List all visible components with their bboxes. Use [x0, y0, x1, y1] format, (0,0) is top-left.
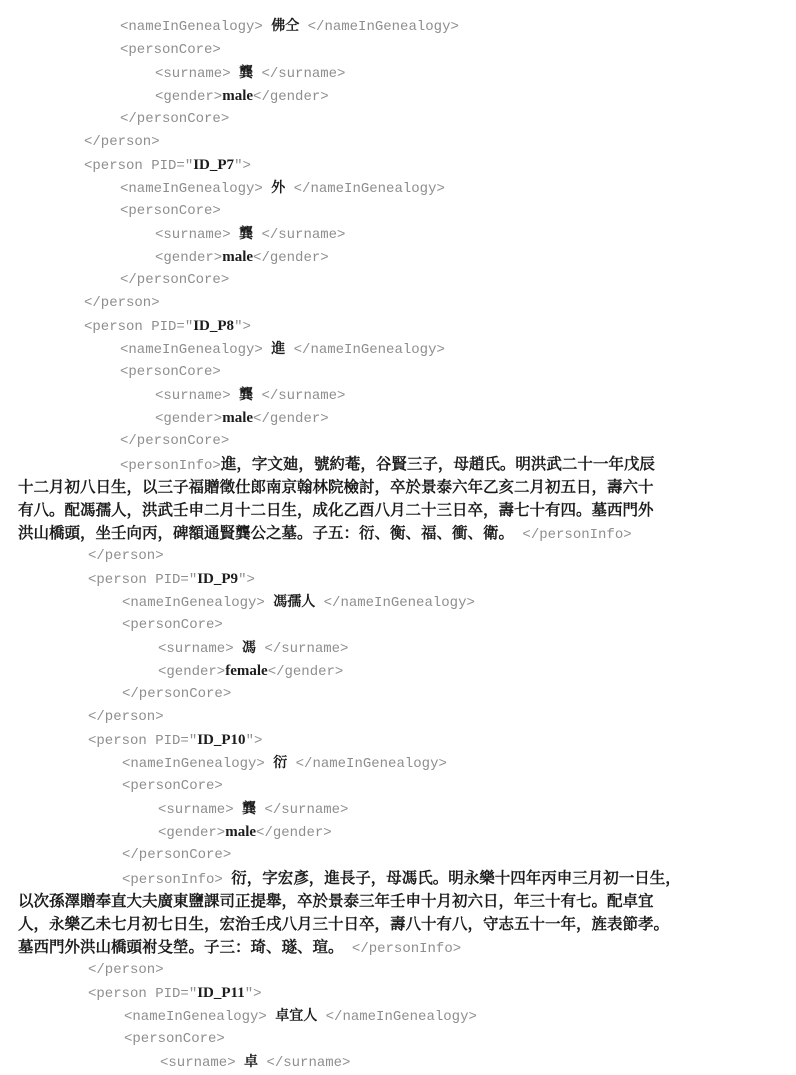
person-info-line-2: 十二月初八日生，以三子福贈徵仕郎南京翰林院檢討，卒於景泰六年乙亥二月初五日，壽六十: [18, 477, 654, 496]
tag-close: </nameInGenealogy>: [293, 181, 445, 197]
person-info-line-3: 有八。配馮孺人，洪武壬申二月十二日生，成化乙酉八月二十三日卒，壽七十有四。墓西門外: [18, 500, 654, 519]
tag-close: </person>: [88, 548, 164, 564]
tag-close: </person>: [88, 709, 164, 725]
tag-close: </personCore>: [120, 433, 230, 449]
surname-value: 卓: [244, 1054, 259, 1070]
tag-open: <personInfo>: [120, 458, 221, 474]
name-in-genealogy-line: [120, 339, 445, 360]
tag-open: <nameInGenealogy>: [120, 181, 263, 197]
tag-open-end: ">: [234, 319, 251, 335]
tag-close: </person>: [84, 134, 160, 150]
tag-open: <nameInGenealogy>: [124, 1009, 267, 1025]
tag-open: <surname>: [158, 641, 234, 657]
surname-line: [160, 1052, 350, 1073]
tag-close: </surname>: [264, 641, 349, 657]
name-in-genealogy-line: [120, 178, 445, 199]
surname-value: 龔: [239, 65, 254, 81]
person-close: [88, 960, 164, 980]
person-info-line-4: [18, 937, 461, 959]
tag-open-end: ">: [234, 158, 251, 174]
gender-line: [158, 661, 343, 682]
surname-value: 龔: [239, 387, 254, 403]
tag-open: <person PID=": [88, 572, 198, 588]
name-value: 外: [271, 180, 286, 196]
tag-open: <surname>: [158, 802, 234, 818]
surname-value: 龔: [242, 801, 257, 817]
tag-close: </surname>: [266, 1055, 351, 1071]
tag-close: </person>: [84, 295, 160, 311]
person-close: [88, 707, 164, 727]
tag-open: <gender>: [155, 250, 223, 266]
tag-open: <surname>: [160, 1055, 236, 1071]
person-close: [84, 293, 160, 313]
name-value: 進: [271, 341, 286, 357]
gender-line: [155, 408, 329, 429]
person-core-open: [124, 1029, 225, 1049]
gender-line: [155, 247, 329, 268]
gender-value: female: [225, 663, 268, 679]
surname-value: 龔: [239, 226, 254, 242]
tag-close: </nameInGenealogy>: [293, 342, 445, 358]
tag-close: </nameInGenealogy>: [307, 19, 459, 35]
person-info-text: 衍，字宏彥，進長子，母馮氏。明永樂十四年丙申三月初一日生，: [231, 868, 681, 887]
pid-value: ID_P10: [197, 732, 246, 748]
tag-open-end: ">: [244, 986, 262, 1002]
tag-open: <surname>: [155, 388, 231, 404]
person-info-line-4: [18, 523, 632, 545]
tag-open: <gender>: [155, 411, 223, 427]
tag-close: </personCore>: [120, 272, 230, 288]
gender-value: male: [222, 410, 254, 426]
tag-open: <person PID=": [88, 986, 198, 1002]
tag-close: </nameInGenealogy>: [295, 756, 447, 772]
tag-open: <surname>: [155, 227, 231, 243]
tag-open: <nameInGenealogy>: [122, 756, 265, 772]
tag-close: </personInfo>: [351, 941, 462, 957]
person-info-text: 進，字文廸，號約菴，谷賢三子，母趙氏。明洪武二十一年戊辰: [220, 454, 655, 473]
person-core-open: [120, 40, 221, 60]
tag-close: </nameInGenealogy>: [323, 595, 475, 611]
tag-close: </surname>: [261, 388, 346, 404]
pid-value: ID_P8: [193, 318, 235, 334]
name-value: 卓宜人: [275, 1008, 318, 1024]
tag-close: </personCore>: [122, 847, 232, 863]
person-core-open: [120, 362, 221, 382]
tag-open: <person PID=": [88, 733, 198, 749]
name-value: 佛仝: [271, 18, 300, 34]
surname-line: [158, 638, 348, 659]
person-close: [84, 132, 160, 152]
tag-close: </surname>: [264, 802, 349, 818]
tag-open: <surname>: [155, 66, 231, 82]
tag-open: <personCore>: [124, 1031, 225, 1047]
name-in-genealogy-line: [124, 1006, 477, 1027]
person-info-text: 墓西門外洪山橋頭祔殳塋。子三：琦、璲、瑄。: [18, 937, 344, 956]
tag-close: </surname>: [261, 227, 346, 243]
tag-close: </surname>: [261, 66, 346, 82]
tag-open-end: ">: [238, 572, 255, 588]
pid-value: ID_P11: [197, 985, 245, 1001]
person-open-line: [84, 155, 251, 176]
name-value: 馮孺人: [273, 594, 316, 610]
tag-close: </personInfo>: [522, 527, 632, 543]
name-in-genealogy-line: [120, 16, 459, 37]
tag-open: <personCore>: [122, 617, 223, 633]
tag-open: <gender>: [155, 89, 223, 105]
tag-open: <gender>: [158, 825, 226, 841]
person-open-line: [88, 569, 255, 590]
tag-close: </gender>: [256, 825, 332, 841]
person-close: [88, 546, 164, 566]
gender-value: male: [222, 88, 254, 104]
tag-close: </gender>: [267, 664, 344, 680]
tag-open: <personInfo>: [122, 872, 223, 888]
person-open-line: [84, 316, 251, 337]
surname-line: [155, 385, 345, 406]
tag-open: <personCore>: [120, 364, 221, 380]
surname-line: [155, 63, 345, 84]
surname-line: [158, 799, 348, 820]
person-open-line: [88, 983, 262, 1004]
person-info-line-3: 人，永樂乙未七月初七日生，宏治壬戌八月三十日卒，壽八十有八，守志五十一年，旌表節孝。: [18, 914, 670, 933]
surname-line: [155, 224, 345, 245]
person-open-line: [88, 730, 262, 751]
gender-line: [155, 86, 329, 107]
tag-open: <nameInGenealogy>: [122, 595, 265, 611]
person-info-line-1: [120, 454, 655, 476]
tag-open: <personCore>: [120, 42, 221, 58]
pid-value: ID_P9: [197, 571, 239, 587]
tag-close: </personCore>: [120, 111, 230, 127]
tag-open-end: ">: [245, 733, 263, 749]
tag-close: </nameInGenealogy>: [325, 1009, 477, 1025]
name-in-genealogy-line: [122, 753, 447, 774]
pid-value: ID_P7: [193, 157, 235, 173]
tag-close: </personCore>: [122, 686, 232, 702]
tag-close: </gender>: [253, 250, 329, 266]
tag-close: </person>: [88, 962, 164, 978]
person-core-close: [122, 684, 231, 704]
tag-open: <nameInGenealogy>: [120, 342, 263, 358]
person-core-close: [122, 845, 231, 865]
person-core-close: [120, 109, 229, 129]
name-value: 衍: [273, 755, 288, 771]
tag-close: </gender>: [253, 89, 329, 105]
tag-open: <gender>: [158, 664, 226, 680]
person-core-close: [120, 270, 229, 290]
person-core-open: [120, 201, 221, 221]
person-core-open: [122, 776, 223, 796]
tag-open: <person PID=": [84, 319, 194, 335]
person-info-text: 洪山橋頭，坐壬向丙，碑額通賢龔公之墓。子五：衍、衡、福、衝、衛。: [18, 523, 515, 542]
person-core-close: [120, 431, 229, 451]
tag-open: <personCore>: [120, 203, 221, 219]
surname-value: 馮: [242, 640, 257, 656]
gender-value: male: [222, 249, 254, 265]
name-in-genealogy-line: [122, 592, 475, 613]
person-core-open: [122, 615, 223, 635]
tag-open: <personCore>: [122, 778, 223, 794]
person-info-line-2: 以次孫澤贈奉直大夫廣東鹽課司正提舉，卒於景泰三年壬申十月初六日，年三十有七。配卓宜: [18, 891, 654, 910]
tag-open: <person PID=": [84, 158, 194, 174]
gender-value: male: [225, 824, 257, 840]
tag-open: <nameInGenealogy>: [120, 19, 263, 35]
gender-line: [158, 822, 332, 843]
person-info-line-1: [122, 868, 681, 890]
tag-close: </gender>: [253, 411, 329, 427]
